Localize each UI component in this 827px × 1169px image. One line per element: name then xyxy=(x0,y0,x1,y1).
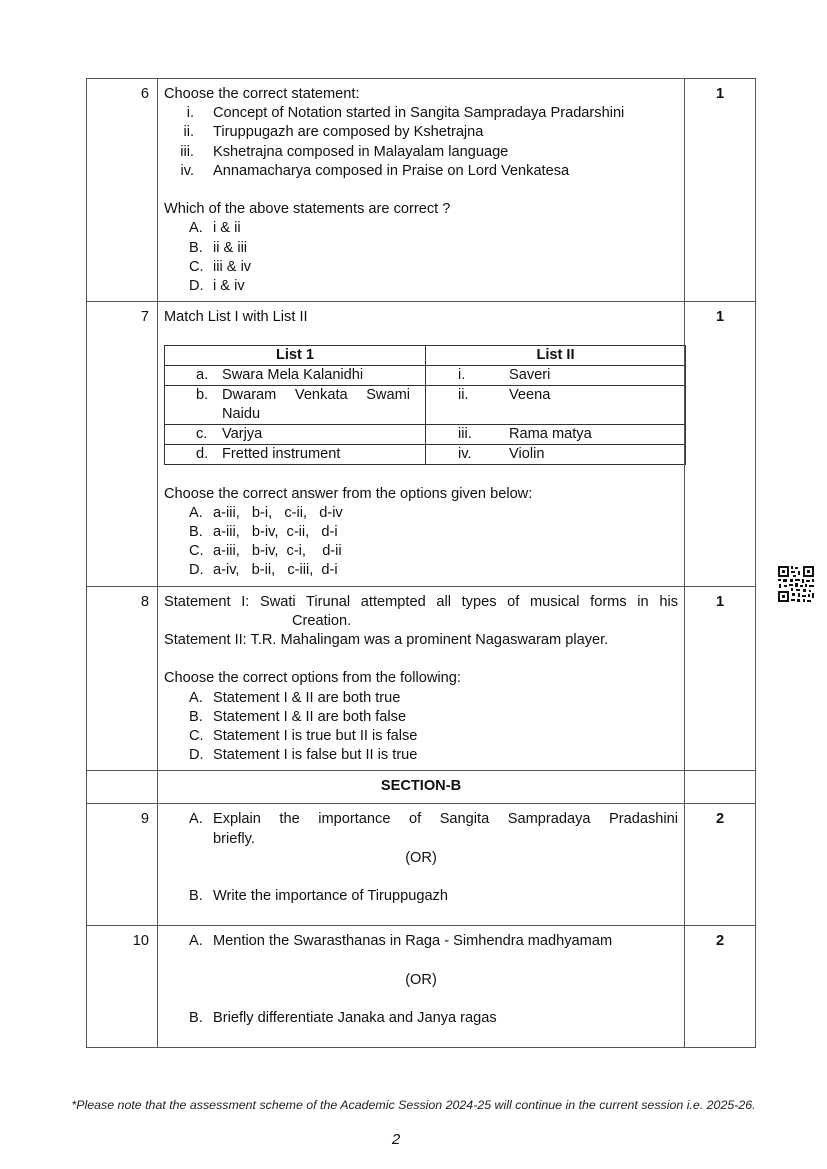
statement-item: i. Concept of Notation started in Sangita Sampradaya Pradarshini xyxy=(186,105,625,122)
question-ask: Choose the correct answer from the options given below: xyxy=(164,485,533,502)
option-item: A. i & ii xyxy=(189,220,241,237)
option-item: D. a-iv, b-ii, c-iii, d-i xyxy=(189,562,338,579)
statement-item: iv. Annamacharya composed in Praise on Lord Venkatesa xyxy=(180,162,570,179)
statement-item: ii. Tiruppugazh are composed by Kshetrajna xyxy=(183,124,484,141)
marks-value: 2 xyxy=(715,811,725,828)
qr-code-icon xyxy=(777,565,815,603)
question-row-8 xyxy=(87,586,756,771)
marks-value: 1 xyxy=(715,309,725,326)
statement-item: iii. Kshetrajna composed in Malayalam language xyxy=(180,143,509,160)
section-b-row xyxy=(87,771,756,804)
option-item: A. a-iii, b-i, c-ii, d-iv xyxy=(189,504,343,521)
option-item: B. a-iii, b-iv, c-ii, d-i xyxy=(189,524,338,541)
or-label: (OR) xyxy=(405,971,437,988)
list-2-header: List II xyxy=(426,346,686,366)
option-item: D. i & iv xyxy=(189,278,245,295)
page-number: 2 xyxy=(391,1131,401,1148)
marks-value: 1 xyxy=(715,86,725,102)
question-number: 6 xyxy=(140,86,149,102)
marks-value: 2 xyxy=(715,933,725,950)
question-row-6 xyxy=(87,79,756,302)
question-row-9 xyxy=(87,804,756,926)
question-row-10 xyxy=(87,926,756,1048)
option-item: C. a-iii, b-iv, c-i, d-ii xyxy=(189,543,342,560)
statement-1: Statement I: Swati Tirunal attempted all types of musical forms in his xyxy=(164,593,678,610)
question-number: 7 xyxy=(140,309,149,326)
list-1-header: List 1 xyxy=(165,346,426,366)
match-row: d. Fretted instrument iv. Violin xyxy=(165,445,686,465)
statement-1-cont: Creation. xyxy=(292,612,352,629)
option-a-cont: briefly. xyxy=(213,830,255,847)
match-row: b. Dwaram Venkata Swami Naidu ii. Veena xyxy=(165,386,686,425)
option-item: D. Statement I is false but II is true xyxy=(189,747,418,764)
statement-2: Statement II: T.R. Mahalingam was a prominent Nagaswaram player. xyxy=(164,632,609,649)
question-prompt: Match List I with List II xyxy=(164,309,308,326)
section-title: SECTION-B xyxy=(380,778,462,795)
option-a: A. Explain the importance of Sangita Sampradaya Pradashini xyxy=(189,811,678,828)
marks-value: 1 xyxy=(715,593,725,610)
question-row-7 xyxy=(87,302,756,586)
option-item: B. Statement I & II are both false xyxy=(189,708,407,725)
option-item: B. ii & iii xyxy=(189,239,248,256)
question-ask: Choose the correct options from the following: xyxy=(164,670,461,687)
match-row: c. Varjya iii. Rama matya xyxy=(165,425,686,445)
question-table xyxy=(86,78,756,1048)
question-number: 9 xyxy=(140,811,149,828)
option-item: A. Statement I & II are both true xyxy=(189,689,401,706)
footnote: *Please note that the assessment scheme of the Academic Session 2024-25 will continue in the current session i.e. 2025-26. xyxy=(71,1098,756,1112)
option-item: C. iii & iv xyxy=(189,258,252,275)
match-list-table xyxy=(164,345,686,465)
or-label: (OR) xyxy=(405,849,437,866)
question-prompt: Choose the correct statement: xyxy=(164,86,360,102)
match-row: a. Swara Mela Kalanidhi i. Saveri xyxy=(165,366,686,386)
question-ask: Which of the above statements are correct ? xyxy=(164,201,451,218)
question-number: 10 xyxy=(132,933,149,950)
option-a: A. Mention the Swarasthanas in Raga - Simhendra madhyamam xyxy=(189,933,613,950)
option-b: B. Write the importance of Tiruppugazh xyxy=(189,888,448,905)
option-b: B. Briefly differentiate Janaka and Janya ragas xyxy=(189,1010,497,1027)
option-item: C. Statement I is true but II is false xyxy=(189,728,418,745)
question-number: 8 xyxy=(140,593,149,610)
